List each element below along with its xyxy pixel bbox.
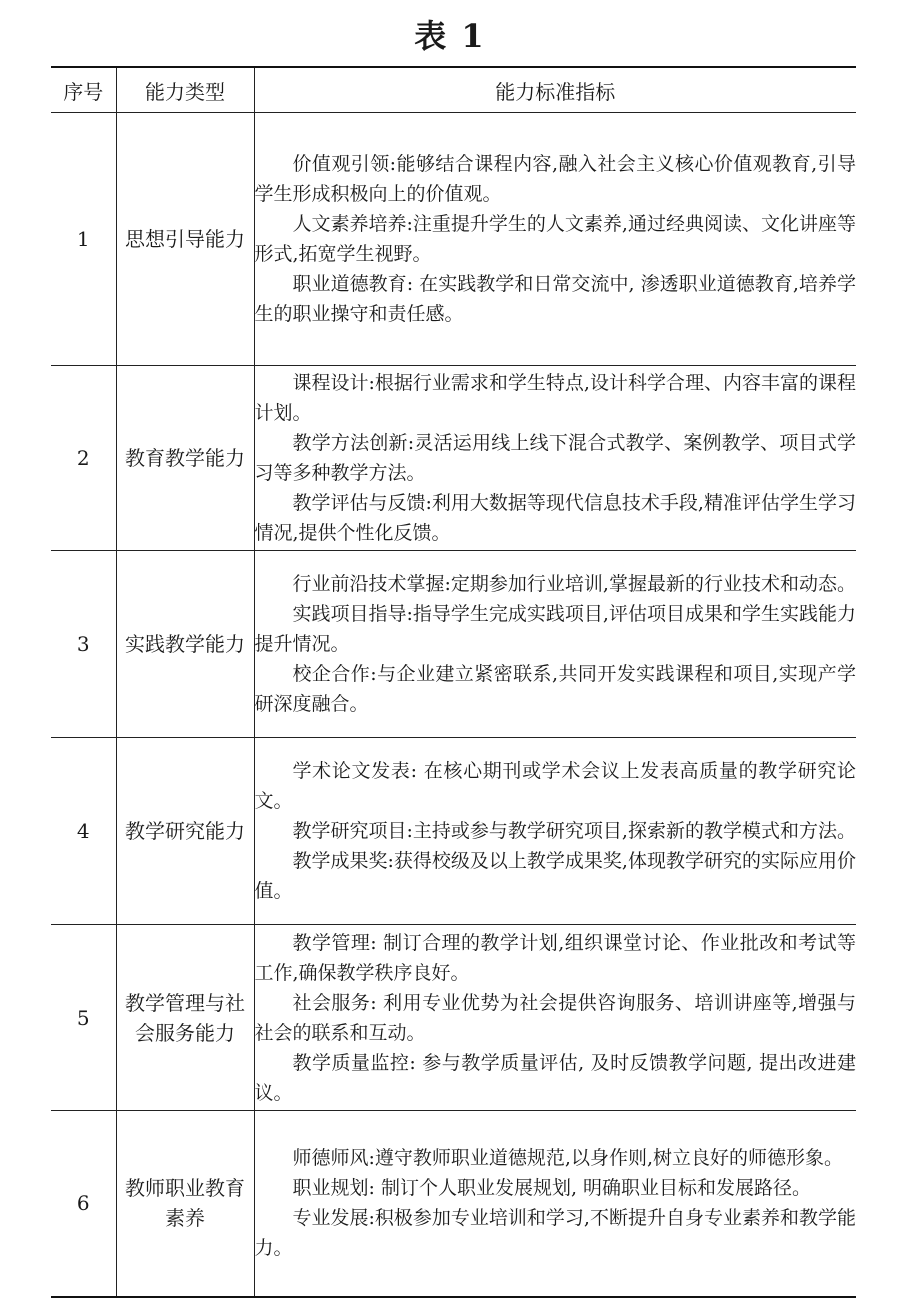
table-row bbox=[51, 551, 856, 738]
indicator-item: 教学成果奖:获得校级及以上教学成果奖,体现教学研究的实际应用价值。 bbox=[254, 850, 856, 902]
indicator-item: 师德师风:遵守教师职业道德规范,以身作则,树立良好的师德形象。 bbox=[292, 1147, 843, 1170]
indicator-item: 职业道德教育: 在实践教学和日常交流中, 渗透职业道德教育,培养学生的职业操守和责任感。 bbox=[254, 273, 856, 325]
indicator-item: 行业前沿技术掌握:定期参加行业培训,掌握最新的行业技术和动态。 bbox=[292, 573, 856, 595]
row-indicators bbox=[254, 925, 856, 1111]
row-indicators bbox=[254, 551, 856, 738]
header-type: 能力类型 bbox=[116, 67, 254, 113]
row-type: 教学管理与社会服务能力 bbox=[116, 925, 254, 1111]
indicator-item: 人文素养培养:注重提升学生的人文素养,通过经典阅读、文化讲座等形式,拓宽学生视野。 bbox=[254, 213, 856, 265]
row-index: 4 bbox=[51, 738, 116, 925]
row-index: 2 bbox=[51, 366, 116, 551]
row-indicators bbox=[254, 366, 856, 551]
indicator-item: 职业规划: 制订个人职业发展规划, 明确职业目标和发展路径。 bbox=[292, 1177, 812, 1200]
table-row bbox=[51, 113, 856, 366]
indicator-item: 专业发展:积极参加专业培训和学习,不断提升自身专业素养和教学能力。 bbox=[254, 1207, 856, 1260]
indicator-item: 教学研究项目:主持或参与教学研究项目,探索新的教学模式和方法。 bbox=[292, 820, 856, 842]
indicator-item: 实践项目指导:指导学生完成实践项目,评估项目成果和学生实践能力提升情况。 bbox=[254, 603, 856, 655]
indicator-item: 课程设计:根据行业需求和学生特点,设计科学合理、内容丰富的课程计划。 bbox=[254, 372, 856, 424]
table-row bbox=[51, 925, 856, 1111]
header-index: 序号 bbox=[51, 67, 116, 113]
header-row bbox=[51, 67, 856, 113]
row-index: 6 bbox=[51, 1111, 116, 1297]
indicator-item: 校企合作:与企业建立紧密联系,共同开发实践课程和项目,实现产学研深度融合。 bbox=[254, 663, 856, 715]
table-row bbox=[51, 366, 856, 551]
row-index: 5 bbox=[51, 925, 116, 1111]
header-indicators: 能力标准指标 bbox=[254, 67, 856, 113]
row-type: 思想引导能力 bbox=[116, 113, 254, 366]
row-indicators bbox=[254, 113, 856, 366]
row-type: 实践教学能力 bbox=[116, 551, 254, 738]
row-indicators bbox=[254, 1111, 856, 1297]
table-row bbox=[51, 738, 856, 925]
row-index: 3 bbox=[51, 551, 116, 738]
row-type: 教师职业教育素养 bbox=[116, 1111, 254, 1297]
row-index: 1 bbox=[51, 113, 116, 366]
indicator-item: 教学管理: 制订合理的教学计划,组织课堂讨论、作业批改和考试等工作,确保教学秩序良好。 bbox=[254, 931, 856, 984]
table-row bbox=[51, 1111, 856, 1297]
indicator-item: 教学方法创新:灵活运用线上线下混合式教学、案例教学、项目式学习等多种教学方法。 bbox=[254, 432, 856, 484]
indicator-item: 教学质量监控: 参与教学质量评估, 及时反馈教学问题, 提出改进建议。 bbox=[254, 1051, 856, 1104]
row-type: 教育教学能力 bbox=[116, 366, 254, 551]
table-title: 表 1 bbox=[414, 17, 486, 55]
indicator-item: 学术论文发表: 在核心期刊或学术会议上发表高质量的教学研究论文。 bbox=[254, 760, 856, 812]
row-indicators bbox=[254, 738, 856, 925]
indicator-item: 价值观引领:能够结合课程内容,融入社会主义核心价值观教育,引导学生形成积极向上的价值观。 bbox=[254, 153, 856, 205]
row-type: 教学研究能力 bbox=[116, 738, 254, 925]
ability-standards-table bbox=[51, 66, 856, 1298]
indicator-item: 教学评估与反馈:利用大数据等现代信息技术手段,精准评估学生学习情况,提供个性化反馈。 bbox=[254, 492, 856, 544]
indicator-item: 社会服务: 利用专业优势为社会提供咨询服务、培训讲座等,增强与社会的联系和互动。 bbox=[254, 991, 856, 1044]
